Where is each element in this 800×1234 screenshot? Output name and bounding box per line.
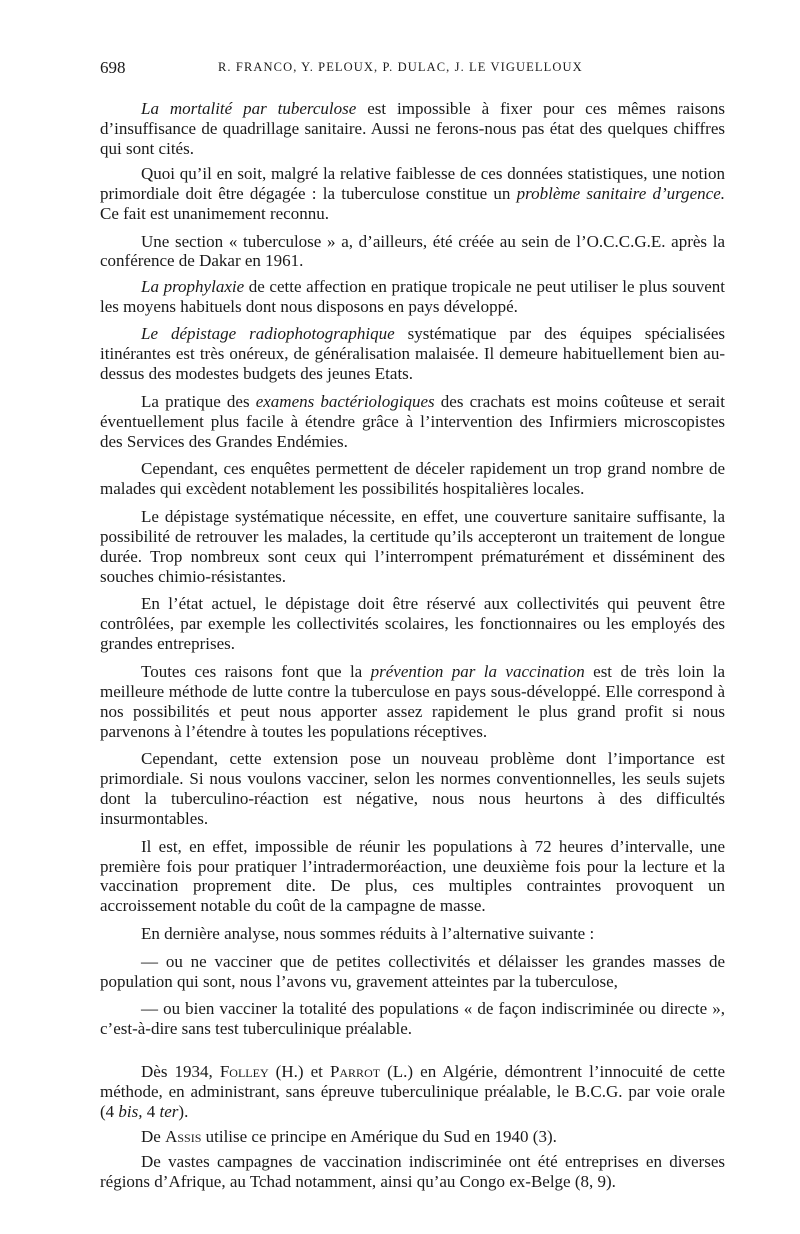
paragraph-current-state: En l’état actuel, le dépistage doit être réservé aux collectivités qui peuvent être contrôlées, par exemple les collectivités scolaires, les fonctionnaires ou les employés des grandes entreprises. [100,594,725,654]
page-number: 698 [100,58,126,77]
paragraph-vaccination: Toutes ces raisons font que la prévention par la vaccination est de très loin la meilleure méthode de lutte contre la tuberculose en pays sous-développé. Elle correspond à nos possibilités et peut nous apporter assez rapidement le plus grand profit si nous parvenons à l’étendre à toutes les populations réceptives. [100,661,725,741]
paragraph-mortality: La mortalité par tuberculose est impossible à fixer pour ces mêmes raisons d’insuffisance de quadrillage sanitaire. Aussi ne ferons-nous pas état des quelques chiffres qui sont cités. [100,99,725,158]
paragraph-urgency: Quoi qu’il en soit, malgré la relative faiblesse de ces données statistiques, une notion primordiale doit être dégagée : la tuberculose constitue un problème sanitaire d’urgence. Ce fait est unanimement reconnu. [100,164,725,223]
paragraph-folley-parrot: Dès 1934, Folley (H.) et Parrot (L.) en Algérie, démontrent l’innocuité de cette méthode, en administrant, sans épreuve tuberculinique préalable, le B.C.G. par voie orale (4 bis, 4 ter). [100,1062,726,1122]
paragraph-surveys: Cependant, ces enquêtes permettent de déceler rapidement un trop grand nombre de malades qui excèdent notablement les possibilités hospitalières locales. [100,459,725,499]
running-head: R. FRANCO, Y. PELOUX, P. DULAC, J. LE VIGUELLOUX [218,60,583,74]
list-item-option-1: — ou ne vacciner que de petites collectivités et délaisser les grandes masses de population qui sont, nous l’avons vu, gravement atteintes par la tuberculose, [100,951,725,991]
page-header [100,58,725,82]
paragraph-bacteriology: La pratique des examens bactériologiques des crachats est moins coûteuse et serait éventuellement plus facile à étendre grâce à l’intervention des Infirmiers microscopistes des Services des Grandes Endémies. [100,391,725,451]
list-item-option-2: — ou bien vacciner la totalité des populations « de façon indiscriminée ou directe », c’est-à-dire sans test tuberculinique préalable. [100,999,725,1039]
paragraph-prophylaxis: La prophylaxie de cette affection en pratique tropicale ne peut utiliser le plus souvent les moyens habituels dont nous disposons en pays développé. [100,276,725,316]
paragraph-extension: Cependant, cette extension pose un nouveau problème dont l’importance est primordiale. Si nous voulons vacciner, selon les normes conventionnelles, les seuls sujets dont la tuberculino-réaction est négative, nous nous heurtons à des difficultés insurmontables. [100,749,725,828]
paragraph-campaigns: De vastes campagnes de vaccination indiscriminée ont été entreprises en diverses régions d’Afrique, au Tchad notamment, ainsi qu’au Congo ex-Belge (8, 9). [100,1152,725,1192]
paragraph-radiophotography: Le dépistage radiophotographique systématique par des équipes spécialisées itinérantes est très onéreux, de généralisation malaisée. Il demeure habituellement bien au-dessus des modestes budgets des jeunes Etats. [100,324,725,384]
paragraph-screening: Le dépistage systématique nécessite, en effet, une couverture sanitaire suffisante, la possibilité de retrouver les malades, la certitude qu’ils accepteront un traitement de longue durée. Trop nombreux sont ceux qui l’interrompent prématurément et disséminent des souches chimio-résistantes. [100,506,725,586]
paragraph-de-assis: De Assis utilise ce principe en Amérique du Sud en 1940 (3). [141,1127,557,1147]
paragraph-alternative: En dernière analyse, nous sommes réduits à l’alternative suivante : [141,924,595,944]
paragraph-section: Une section « tuberculose » a, d’ailleurs, été créée au sein de l’O.C.C.G.E. après la conférence de Dakar en 1961. [100,231,725,271]
body-text [100,99,725,1198]
paragraph-impossibility: Il est, en effet, impossible de réunir les populations à 72 heures d’intervalle, une première fois pour pratiquer l’intradermoréaction, une deuxième fois pour la lecture et la vaccination proprement dite. De plus, ces multiples contraintes provoquent un accroissement notable du coût de la campagne de masse. [100,836,725,916]
